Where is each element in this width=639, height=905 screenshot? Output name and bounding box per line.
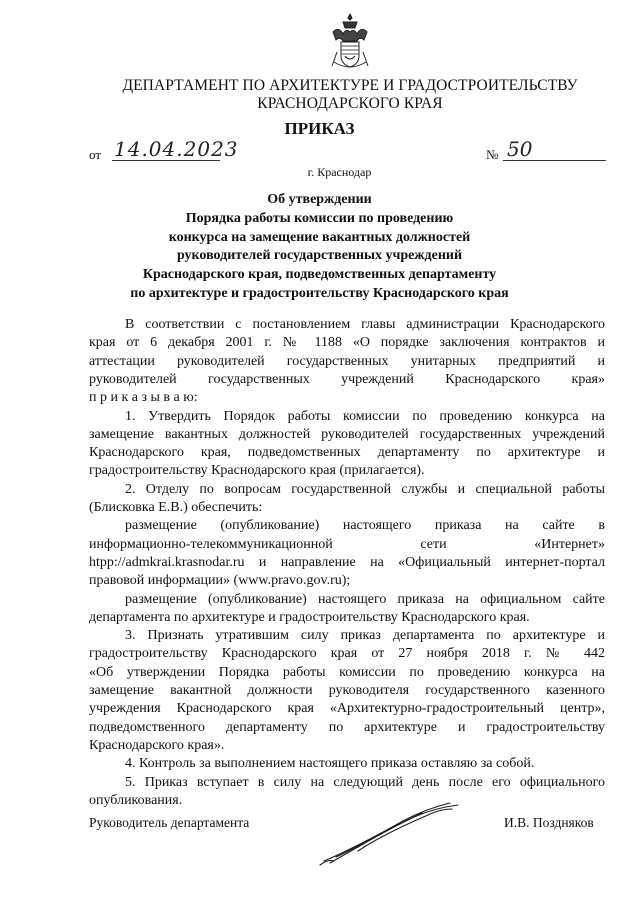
body-line: 1. Утвердить Порядок работы комиссии по проведению конкурса на	[125, 408, 605, 424]
number-value: 50	[507, 137, 533, 161]
signatory-position: Руководитель департамента	[89, 815, 250, 830]
handwritten-signature	[318, 799, 468, 869]
body-line: Краснодарского края, подведомственных департаменту по архитектуре и	[89, 445, 605, 461]
body-line: аттестации руководителей государственных унитарных предприятий и	[89, 353, 605, 369]
body-line: департамента по архитектуре и градостроительству Краснодарского края.	[89, 609, 530, 625]
document-type: ПРИКАЗ	[284, 119, 355, 138]
signatory-name: И.В. Поздняков	[504, 815, 594, 830]
body-line: правовой информации» (www.pravo.gov.ru);	[89, 573, 351, 589]
body-line: замещение вакантных должностей руководителей государственных учреждений	[89, 426, 605, 442]
department-name-line-2: КРАСНОДАРСКОГО КРАЯ	[257, 95, 443, 112]
body-line: замещение вакантной должности руководителя государственного казенного	[89, 683, 605, 698]
body-line: 4. Контроль за выполнением настоящего приказа оставляю за собой.	[125, 756, 535, 772]
body-line: 3. Признать утратившим силу приказ департамента по архитектуре и	[125, 628, 605, 644]
title-line: конкурса на замещение вакантных должностей	[168, 229, 471, 245]
body-line: руководителей государственных учреждений Краснодарского края»	[89, 371, 605, 387]
body-line: «Об утверждении Порядка работы комиссии по проведению конкурса на	[89, 664, 605, 680]
coat-of-arms-icon	[329, 12, 371, 74]
date-underline	[112, 160, 220, 161]
body-line: края от 6 декабря 2001 г. № 1188 «О порядке заключения контрактов и	[89, 335, 605, 351]
body-line: п р и к а з ы в а ю:	[89, 390, 198, 406]
title-line: Порядка работы комиссии по проведению	[185, 210, 454, 226]
number-underline	[503, 160, 606, 161]
body-line: 5. Приказ вступает в силу на следующий день после его официального	[125, 774, 605, 790]
body-line: размещение (опубликование) настоящего приказа на сайте в	[125, 518, 605, 534]
date-prefix: от	[89, 147, 102, 162]
city: г. Краснодар	[307, 165, 372, 179]
body-line: (Блисковка Е.В.) обеспечить:	[89, 500, 263, 515]
body-line: градостроительству Краснодарского края от 27 ноября 2018 г. № 442	[89, 646, 605, 662]
title-line: Об утверждении	[267, 192, 372, 207]
body-line: информационно-телекоммуникационной сети «Интернет»	[89, 536, 605, 552]
body-line: Краснодарского края».	[89, 737, 225, 753]
body-line: 2. Отделу по вопросам государственной службы и специальной работы	[125, 481, 605, 497]
body-line: градостроительству Краснодарского края (прилагается).	[89, 463, 425, 479]
body-line: подведомственного департаменту по архитектуре и градостроительству	[89, 719, 605, 735]
body-line: опубликования.	[89, 792, 183, 808]
body-line: размещение (опубликование) настоящего приказа на официальном сайте	[125, 591, 605, 607]
number-prefix: №	[486, 147, 499, 162]
date-value: 14.04.2023	[114, 137, 239, 161]
title-line: руководителей государственных учреждений	[176, 248, 463, 264]
department-name-line-1: ДЕПАРТАМЕНТ ПО АРХИТЕКТУРЕ И ГРАДОСТРОИТЕЛЬСТВУ	[122, 77, 578, 94]
title-line: по архитектуре и градостроительству Краснодарского края	[130, 286, 509, 301]
body-line: В соответствии с постановлением главы администрации Краснодарского	[125, 317, 605, 332]
body-line: учреждения Краснодарского края «Архитектурно-градостроительный центр»,	[89, 701, 605, 717]
body-line: htpp://admkrai.krasnodar.ru и направление на «Официальный интернет-портал	[89, 554, 605, 570]
title-line: Краснодарского края, подведомственных департаменту	[142, 267, 497, 283]
